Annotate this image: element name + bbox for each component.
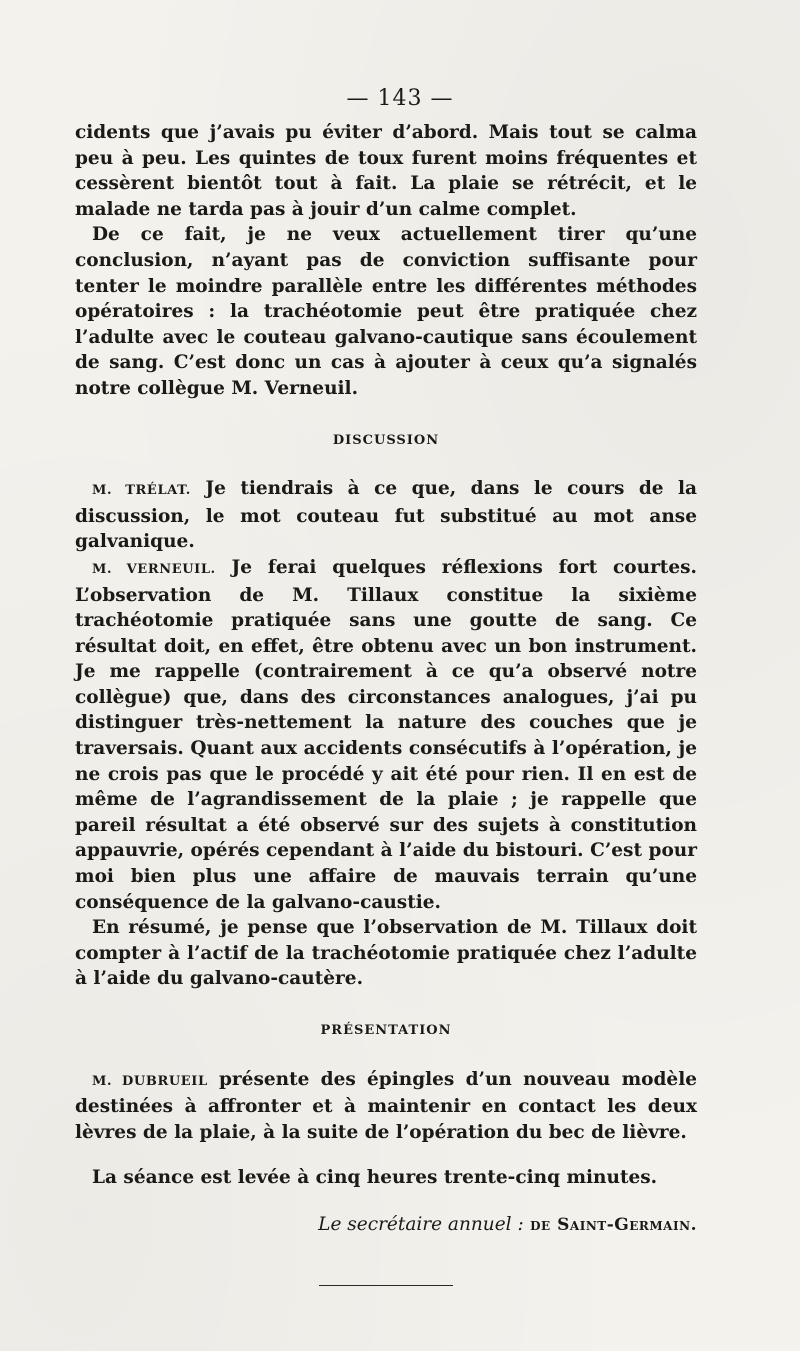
paragraph-conclusion-tillaux: De ce fait, je ne veux actuellement tirer qu’une conclusion, n’ayant pas de conviction suffisante pour tenter le moindre parallèle entre les différentes méthodes opératoires : la trachéotomie peut être pratiquée chez l’adulte avec le couteau galvano-cautique sans écoulement de sang. C’est donc un cas à ajouter à ceux qu’a signalés notre collègue M. Verneuil. — [75, 224, 697, 399]
session-closing: La séance est levée à cinq heures trente-cinq minutes. — [92, 1167, 658, 1189]
paragraph-continuation: cidents que j’avais pu éviter d’abord. Mais tout se calma peu à peu. Les quintes de toux furent moins fréquentes et cessèrent bientôt tout à fait. La plaie se rétrécit, et le malade ne tarda pas à jouir d’un calme complet. — [75, 122, 697, 220]
dubrueil-presentation — [75, 1067, 697, 1146]
verneuil-remark — [75, 555, 697, 915]
page-body — [75, 120, 697, 1286]
trelat-remark — [75, 476, 697, 555]
discussion-heading: DISCUSSION — [332, 432, 440, 448]
speaker-verneuil: M. VERNEUIL. — [92, 561, 216, 577]
closing-rule — [319, 1285, 453, 1286]
presentation-heading: PRÉSENTATION — [320, 1023, 452, 1038]
signature-name: de Saint-Germain. — [530, 1214, 697, 1235]
verneuil-text: Je ferai quelques réflexions fort courtes. L’observation de M. Tillaux constitue la sixième trachéotomie pratiquée sans une goutte de sang. Ce résultat doit, en effet, être obtenu avec un bon instrument. Je me rappelle (contrairement à ce qu’a observé notre collègue) que, dans des circonstances analogues, j’ai pu distinguer très-nettement la nature des couches que je traversais. Quant aux accidents consécutifs à l’opération, je ne crois pas que le procédé y ait été pour rien. Il en est de même de l’agrandissement de la plaie ; je rappelle que pareil résultat a été observé sur des sujets à constitution appauvrie, opérés cependant à l’aide du bistouri. C’est pour moi bien plus une affaire de mauvais terrain qu’une conséquence de la galvano-caustie. — [75, 556, 697, 913]
verneuil-conclusion: En résumé, je pense que l’observation de M. Tillaux doit compter à l’actif de la trachéotomie pratiquée chez l’adulte à l’aide du galvano-cautère. — [75, 917, 697, 990]
trelat-text: Je tiendrais à ce que, dans le cours de la discussion, le mot couteau fut substitué au mot anse galvanique. — [75, 478, 697, 553]
signature-role: Le secrétaire annuel : — [318, 1213, 524, 1235]
dubrueil-text: présente des épingles d’un nouveau modèle destinées à affronter et à maintenir en contact les deux lèvres de la plaie, à la suite de l’opération du bec de lièvre. — [75, 1068, 697, 1143]
speaker-trelat: M. TRÉLAT. — [92, 483, 191, 499]
secretary-signature — [75, 1212, 697, 1239]
speaker-dubrueil: M. DUBRUEIL — [92, 1073, 208, 1089]
page-number: — 143 — — [346, 86, 454, 111]
